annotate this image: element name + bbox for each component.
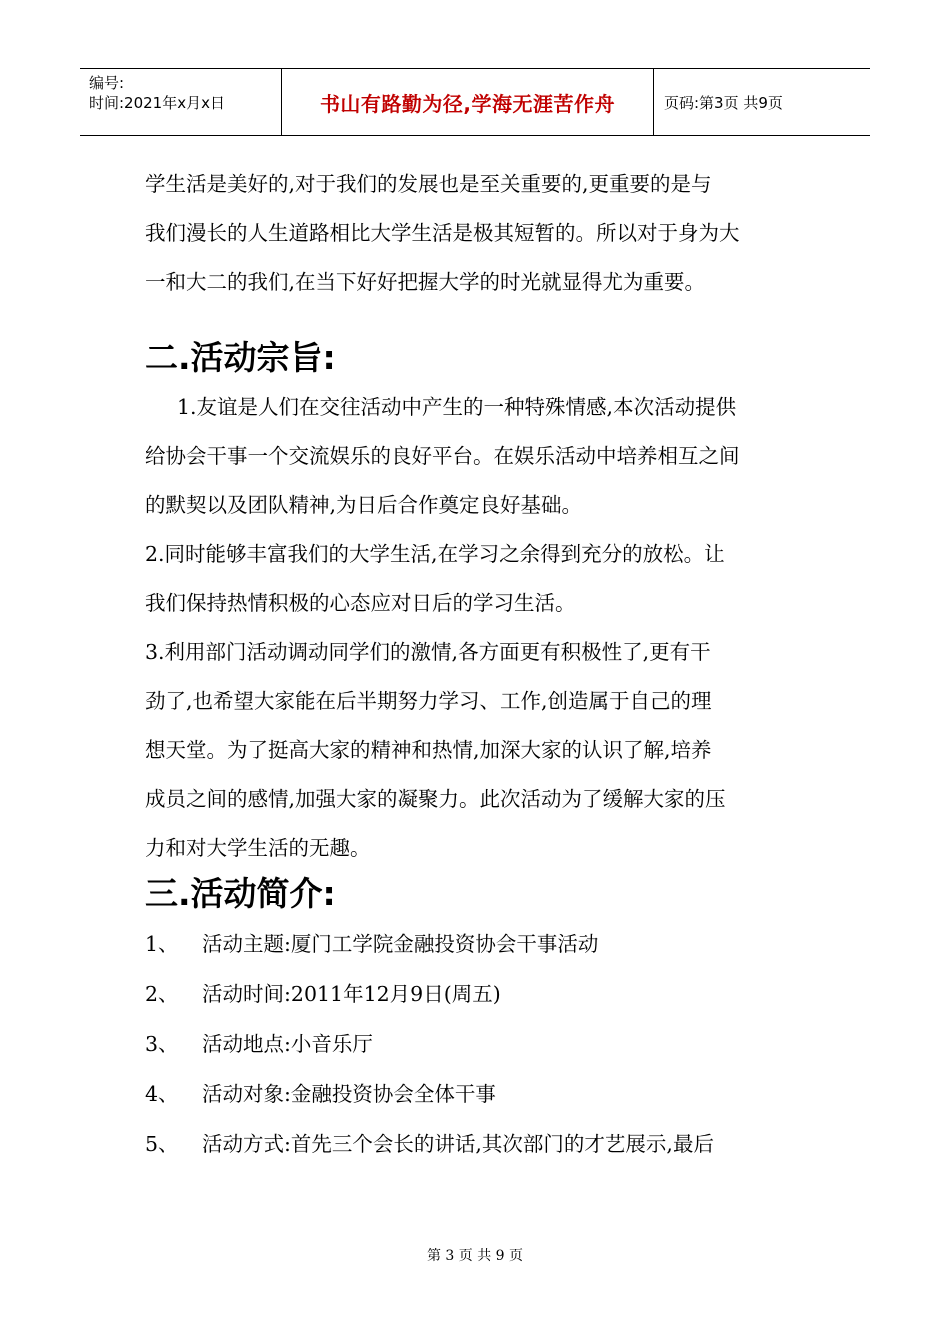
list-number: 3、 [145,1032,179,1056]
list-text: 活动地点:小音乐厅 [202,1032,373,1056]
list-text: 活动主题:厦门工学院金融投资协会干事活动 [202,932,599,956]
section-heading-intro: 三.活动简介: [145,874,336,913]
purpose-line: 成员之间的感情,加强大家的凝聚力。此次活动为了缓解大家的压 [145,787,726,811]
list-item [145,1019,810,1069]
purpose-line: 力和对大学生活的无趣。 [145,836,371,860]
intro-line: 我们漫长的人生道路相比大学生活是极其短暂的。所以对于身为大 [145,221,740,245]
header-motto-cell [282,69,654,135]
purpose-line: 1.友谊是人们在交往活动中产生的一种特殊情感,本次活动提供 [177,395,737,419]
list-number: 1、 [145,932,179,956]
document-body [145,160,810,1169]
page-footer: 第 3 页 共 9 页 [426,1248,524,1264]
section-heading-purpose: 二.活动宗旨: [145,338,336,377]
purpose-line: 我们保持热情积极的心态应对日后的学习生活。 [145,591,576,615]
document-time-label: 时间:2021年x月x日 [89,94,225,112]
list-item [145,1069,810,1119]
list-item [145,919,810,969]
intro-line: 学生活是美好的,对于我们的发展也是至关重要的,更重要的是与 [145,172,712,196]
list-text: 活动对象:金融投资协会全体干事 [202,1082,496,1106]
purpose-line: 3.利用部门活动调动同学们的激情,各方面更有积极性了,更有干 [145,640,711,664]
header-page-label: 页码:第3页 共9页 [664,93,783,112]
purpose-line: 2.同时能够丰富我们的大学生活,在学习之余得到充分的放松。让 [145,542,725,566]
purpose-line: 想天堂。为了挺高大家的精神和热情,加深大家的认识了解,培养 [145,738,712,762]
purpose-line: 的默契以及团队精神,为日后合作奠定良好基础。 [145,493,583,517]
purpose-line: 给协会干事一个交流娱乐的良好平台。在娱乐活动中培养相互之间 [145,444,740,468]
purpose-line: 劲了,也希望大家能在后半期努力学习、工作,创造属于自己的理 [145,689,712,713]
list-number: 4、 [145,1082,179,1106]
intro-line: 一和大二的我们,在当下好好把握大学的时光就显得尤为重要。 [145,270,706,294]
list-item [145,969,810,1019]
header-page-cell [654,69,870,135]
header-motto: 书山有路勤为径,学海无涯苦作舟 [319,91,616,116]
header-meta-cell [80,69,282,135]
list-text: 活动时间:2011年12月9日(周五) [202,982,501,1006]
document-number-label: 编号: [89,74,125,92]
list-item [145,1119,810,1169]
list-number: 5、 [145,1132,179,1156]
page-header [80,68,870,136]
list-text: 活动方式:首先三个会长的讲话,其次部门的才艺展示,最后 [202,1132,714,1156]
list-number: 2、 [145,982,179,1006]
